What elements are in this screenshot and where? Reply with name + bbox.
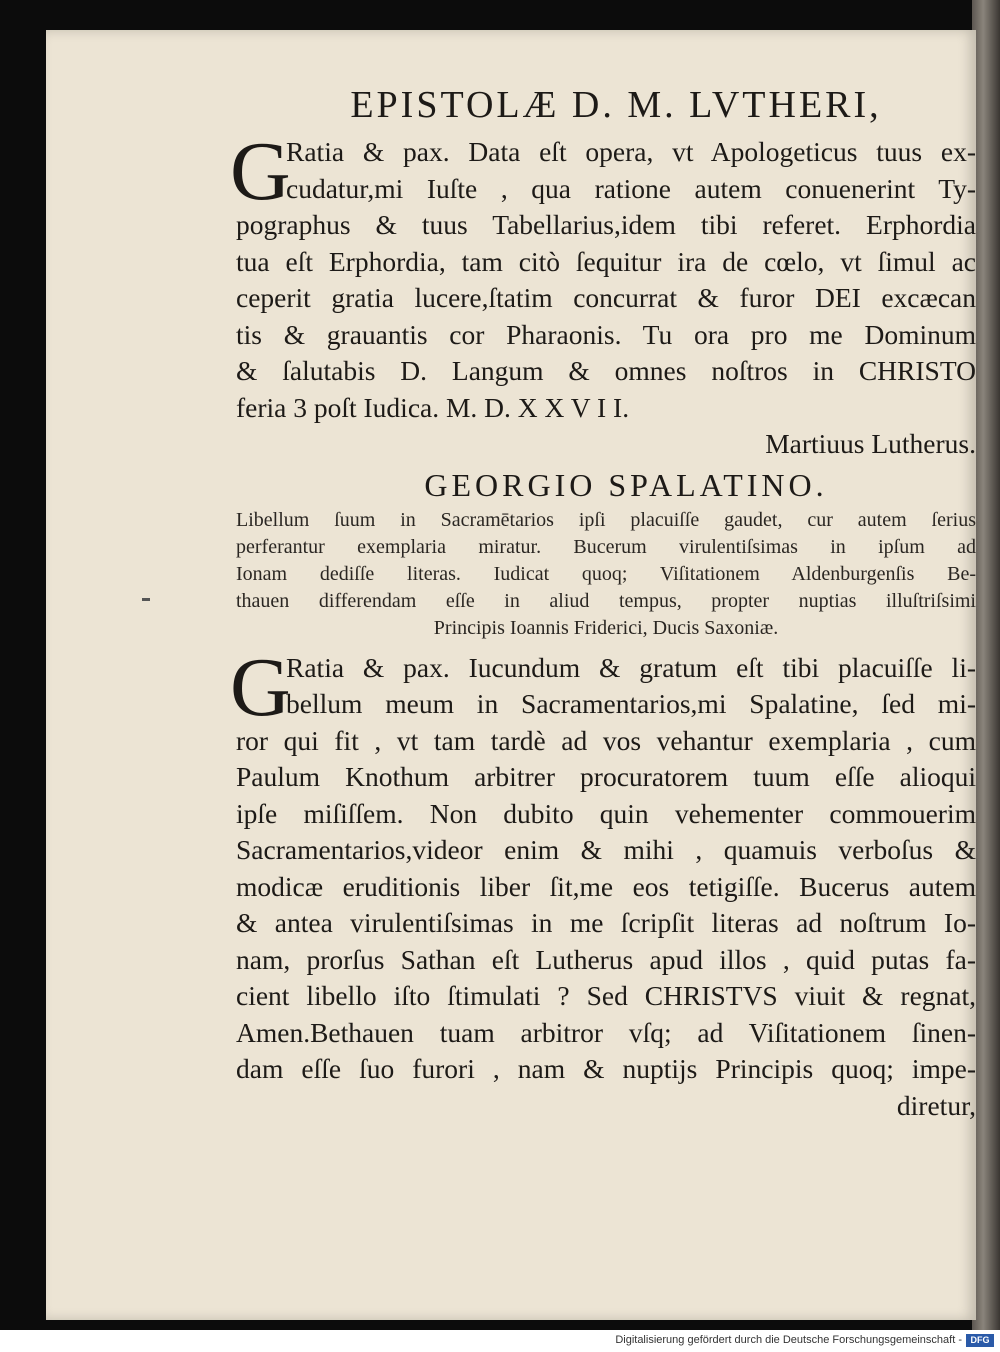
text-line: Ratia & pax. Iucundum & gratum eſt tibi placuiſſe li- — [286, 651, 976, 683]
text-line: ceperit gratia lucere,ſtatim concurrat & furor DEI excæcan — [236, 282, 976, 313]
text-line: nam, prorſus Sathan eſt Lutherus apud illos , quid putas fa- — [236, 943, 976, 975]
dfg-logo: DFG — [966, 1334, 994, 1347]
text-line: Amen.Bethauen tuam arbitror vſq; ad Viſitationem ſinen- — [236, 1016, 976, 1048]
text-line: ror qui fit , vt tam tardè ad vos vehantur exemplaria , cum — [236, 724, 976, 756]
letter-spalatin — [230, 640, 976, 1125]
text-line: ipſe miſiſſem. Non dubito quin vehementer commouerim — [236, 797, 976, 829]
page-content — [230, 80, 976, 1124]
digitization-credit: Digitalisierung gefördert durch die Deutsche Forschungsgemeinschaft - — [615, 1334, 962, 1346]
text-line: tua eſt Erphordia, tam citò ſequitur ira de cœlo, vt ſimul ac — [236, 245, 976, 277]
text-line: Paulum Knothum arbitrer procuratorem tuum eſſe alioqui — [236, 761, 976, 792]
text-line: Sacramentarios,videor enim & mihi , quamuis verboſus & — [236, 834, 976, 865]
drop-capital: G — [230, 125, 291, 218]
text-line: & ſalutabis D. Langum & omnes noſtros in CHRISTO — [236, 355, 976, 386]
text-line: tis & grauantis cor Pharaonis. Tu ora pro me Dominum — [236, 318, 976, 350]
text-line: pographus & tuus Tabellarius,idem tibi referet. Erphordia — [236, 209, 976, 240]
running-header: EPISTOLÆ D. M. LVTHERI, — [350, 84, 882, 126]
letter-heading: GEORGIO SPALATINO. — [424, 466, 828, 503]
text-line: dam eſſe ſuo furori , nam & nuptijs Principis quoq; impe- — [236, 1053, 976, 1084]
text-line: cudatur,mi Iuſte , qua ratione autem conuenerint Ty- — [286, 172, 976, 204]
book-page — [46, 30, 976, 1320]
book-page-edge — [972, 0, 1000, 1330]
letter-summary — [236, 507, 976, 642]
catchword: diretur, — [896, 1089, 976, 1121]
summary-line: thauen differendam eſſe in aliud tempus, propter nuptias illuſtriſsimi — [236, 589, 976, 612]
summary-line: Principis Ioannis Friderici, Ducis Saxoniæ. — [433, 616, 779, 639]
text-line: & antea virulentiſsimas in me ſcripſit literas ad noſtrum Io- — [236, 907, 976, 938]
text-line: Ratia & pax. Data eſt opera, vt Apologeticus tuus ex- — [286, 136, 976, 167]
text-line: feria 3 poſt Iudica. M. D. X X V I I. — [236, 391, 630, 423]
text-line: modicæ eruditionis liber ſit,me eos tetigiſſe. Bucerus autem — [236, 870, 976, 902]
summary-line: Libellum ſuum in Sacramētarios ipſi placuiſſe gaudet, cur autem ſerius — [236, 508, 976, 531]
letter-justus — [230, 125, 976, 463]
text-line: bellum meum in Sacramentarios,mi Spalatine, ſed mi- — [286, 688, 976, 719]
letter-signature: Martiuus Lutherus. — [765, 428, 976, 459]
drop-capital: G — [230, 640, 291, 734]
summary-line: Ionam dediſſe literas. Iudicat quoq; Viſitationem Aldenburgenſis Be- — [236, 562, 976, 585]
text-line: cient libello iſto ſtimulati ? Sed CHRISTVS viuit & regnat, — [236, 980, 976, 1011]
summary-line: perferantur exemplaria miratur. Bucerum virulentiſsimas in ipſum ad — [236, 535, 976, 558]
margin-mark — [142, 598, 150, 601]
